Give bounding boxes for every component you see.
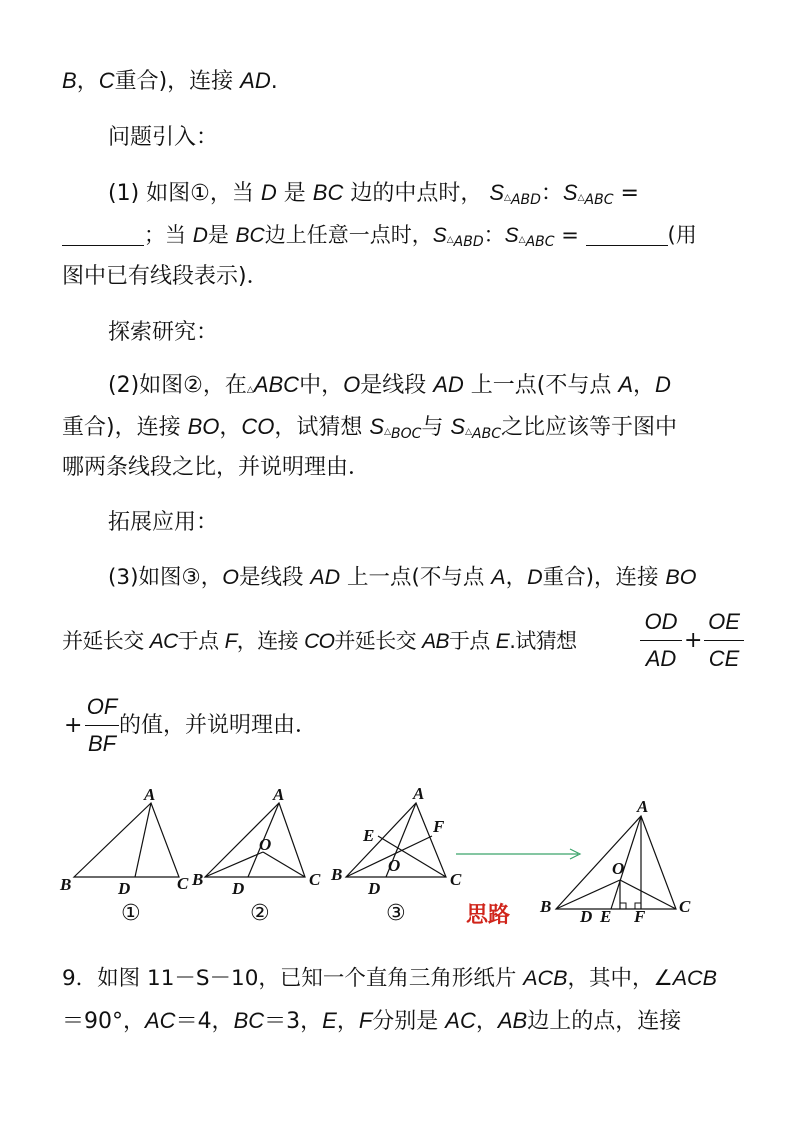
q3-line-1 xyxy=(108,562,696,593)
var-AC: AC xyxy=(145,1008,176,1033)
text: 重合)，连接 xyxy=(62,415,188,440)
var-AB: AB xyxy=(497,1008,528,1033)
fig3-label-f: F xyxy=(433,817,445,836)
var-AD: AD xyxy=(310,565,341,589)
fig2-label-d: D xyxy=(232,879,245,898)
plus-sign: + xyxy=(684,628,703,653)
text: 于点 xyxy=(448,629,496,653)
separator: ， xyxy=(219,415,242,440)
q3-line-3: 的值，并说明理由． xyxy=(119,713,318,738)
hint-label-o: O xyxy=(612,859,625,878)
text: (用 xyxy=(667,223,697,247)
subscript-ABC: ABC xyxy=(584,192,614,208)
colon: ： xyxy=(483,223,505,247)
text: 是线段 xyxy=(360,373,434,398)
var-E: E xyxy=(322,1008,337,1033)
text: 边上任意一点时， xyxy=(264,223,433,247)
var-D: D xyxy=(655,372,671,397)
var-A: A xyxy=(491,565,506,589)
text: ，其中，∠ xyxy=(567,966,673,991)
fig3-label-e: E xyxy=(363,826,375,845)
separator: ， xyxy=(475,1009,498,1034)
triangle-symbol: △ xyxy=(518,235,526,245)
var-O: O xyxy=(343,372,361,397)
separator: ， xyxy=(505,565,528,590)
subscript-ABC: ABC xyxy=(525,234,555,250)
plus-sign: + xyxy=(64,713,83,738)
text: 之比应该等于图中 xyxy=(500,415,677,440)
text: 并延长交 xyxy=(62,629,150,653)
right-angle-mark-e xyxy=(620,903,626,909)
separator: ， xyxy=(76,69,99,94)
hint-label-b: B xyxy=(540,897,552,916)
fig2-segment-co xyxy=(263,852,305,877)
subscript-ABD: ABD xyxy=(453,234,484,250)
var-AC: AC xyxy=(445,1008,476,1033)
var-F: F xyxy=(358,1008,373,1033)
text: 于点 xyxy=(177,629,225,653)
var-S: S xyxy=(369,414,385,439)
fig1-label-c: C xyxy=(177,874,189,893)
var-ACB: ACB xyxy=(672,966,717,990)
fraction-oe-ce xyxy=(704,607,744,674)
text-line-1 xyxy=(62,66,278,97)
triangle-symbol: △ xyxy=(384,427,391,437)
fig1-label-d: D xyxy=(118,879,131,898)
caption-fig1: ① xyxy=(121,901,141,926)
triangle-symbol: △ xyxy=(504,193,511,203)
q1-line-2 xyxy=(62,220,697,257)
hint-label-e: E xyxy=(600,907,612,926)
fig3-label-d: D xyxy=(368,879,381,898)
triangle-symbol: △ xyxy=(246,385,254,395)
subscript-BOC: BOC xyxy=(391,426,422,442)
text: (2)如图②，在 xyxy=(108,373,247,398)
numerator: OD xyxy=(644,609,678,634)
fraction-bar xyxy=(640,640,682,641)
q2-line-2 xyxy=(62,412,677,449)
subscript-ABD: ABD xyxy=(510,192,541,208)
text: 重合)，连接 xyxy=(542,565,666,590)
var-F: F xyxy=(224,630,237,653)
fig1-triangle xyxy=(74,803,179,877)
fig1-label-a: A xyxy=(144,785,156,804)
fig2-label-o: O xyxy=(259,835,272,854)
text: 中， xyxy=(299,373,344,398)
var-E: E xyxy=(495,630,510,653)
q9-line-2 xyxy=(62,1006,681,1037)
fig1-median xyxy=(135,803,151,877)
fig2-label-b: B xyxy=(192,870,204,889)
heading-explore: 探索研究： xyxy=(108,320,219,345)
hint-segment-bo xyxy=(556,880,620,909)
var-BC: BC xyxy=(233,1008,265,1033)
fig2-segment-bo xyxy=(205,852,263,877)
fig3-label-b: B xyxy=(331,865,343,884)
fig2-triangle xyxy=(205,803,305,877)
heading-intro: 问题引入： xyxy=(108,125,219,150)
denominator: AD xyxy=(645,646,677,671)
period: . xyxy=(270,69,278,94)
hint-label-c: C xyxy=(679,897,691,916)
hint-label-a: A xyxy=(637,797,649,816)
fig1-label-b: B xyxy=(60,875,72,894)
var-S: S xyxy=(432,224,447,247)
q1-line-3: 图中已有线段表示)． xyxy=(62,264,269,289)
var-D: D xyxy=(260,180,277,205)
text: 分别是 xyxy=(372,1009,446,1034)
text: (1) 如图①，当 xyxy=(108,181,261,206)
fraction-od-ad xyxy=(640,607,682,674)
var-S: S xyxy=(562,180,578,205)
heading-extend: 拓展应用： xyxy=(108,510,219,535)
equals: = xyxy=(613,181,639,206)
text: ，试猜想 xyxy=(274,415,370,440)
q2-line-1 xyxy=(108,370,671,405)
green-arrow xyxy=(456,849,580,859)
var-AC: AC xyxy=(149,630,178,653)
text: 9．如图 11－S－10，已知一个直角三角形纸片 xyxy=(62,966,524,991)
fig3-label-c: C xyxy=(450,870,462,889)
var-O: O xyxy=(222,565,239,589)
text: 重合)，连接 xyxy=(114,69,241,94)
text: 是 xyxy=(207,223,236,247)
var-C: C xyxy=(98,68,115,93)
fraction-bar xyxy=(704,640,744,641)
var-S: S xyxy=(450,414,466,439)
hint-label-f: F xyxy=(634,907,646,926)
fraction-of-bf xyxy=(85,692,119,759)
text: 与 xyxy=(421,415,451,440)
var-CO: CO xyxy=(241,414,275,439)
hint-label-d: D xyxy=(580,907,593,926)
colon: ： xyxy=(540,181,563,206)
hint-label: 思路 xyxy=(466,903,511,928)
text: .试猜想 xyxy=(509,629,577,653)
text: ，连接 xyxy=(236,629,305,653)
var-BC: BC xyxy=(235,224,265,247)
var-ABC: ABC xyxy=(253,372,300,397)
equals: = xyxy=(554,223,579,247)
caption-fig3: ③ xyxy=(386,901,406,926)
fig2-label-a: A xyxy=(273,785,285,804)
text: 并延长交 xyxy=(334,629,423,653)
triangle-symbol: △ xyxy=(577,193,585,203)
fig3-label-o: O xyxy=(388,856,401,875)
separator: ， xyxy=(633,373,656,398)
var-BO: BO xyxy=(187,414,220,439)
text: 边上的点，连接 xyxy=(527,1009,682,1034)
var-S: S xyxy=(504,224,519,247)
denominator: BF xyxy=(87,731,117,756)
fig3-label-a: A xyxy=(413,784,425,803)
fig2-label-c: C xyxy=(309,870,321,889)
var-D: D xyxy=(192,224,208,247)
text: 边的中点时， xyxy=(343,181,483,206)
var-BO: BO xyxy=(665,565,697,589)
var-CO: CO xyxy=(304,630,335,653)
var-AD: AD xyxy=(240,68,271,93)
denominator: CE xyxy=(708,646,740,671)
var-ACB: ACB xyxy=(523,966,568,990)
caption-fig2: ② xyxy=(250,901,270,926)
answer-blank-1[interactable] xyxy=(62,223,144,246)
hint-segment-co xyxy=(620,880,676,909)
text: 是 xyxy=(276,181,313,206)
answer-blank-2[interactable] xyxy=(586,223,668,246)
q2-line-3: 哪两条线段之比，并说明理由． xyxy=(62,455,371,480)
q1-line-1 xyxy=(108,178,639,215)
fraction-bar xyxy=(85,725,119,726)
var-B: B xyxy=(62,68,77,93)
numerator: OE xyxy=(708,609,740,634)
text: (3)如图③， xyxy=(108,565,223,590)
subscript-ABC: ABC xyxy=(472,426,501,442)
var-D: D xyxy=(527,565,543,589)
var-S: S xyxy=(489,180,505,205)
var-A: A xyxy=(618,372,634,397)
text: ＝90°， xyxy=(62,1009,145,1034)
q3-line-2 xyxy=(62,626,577,657)
text: 上一点(不与点 xyxy=(463,373,619,398)
q9-line-1 xyxy=(62,963,717,994)
separator: ， xyxy=(336,1009,359,1034)
var-BC: BC xyxy=(312,180,344,205)
var-AD: AD xyxy=(433,372,464,397)
text: 上一点(不与点 xyxy=(340,565,492,590)
text: 是线段 xyxy=(238,565,311,590)
text: ；当 xyxy=(144,223,193,247)
text: ＝3， xyxy=(264,1009,323,1034)
numerator: OF xyxy=(86,694,118,719)
text: ＝4， xyxy=(175,1009,234,1034)
triangle-symbol: △ xyxy=(446,235,454,245)
triangle-symbol: △ xyxy=(465,427,473,437)
var-AB: AB xyxy=(422,630,449,653)
